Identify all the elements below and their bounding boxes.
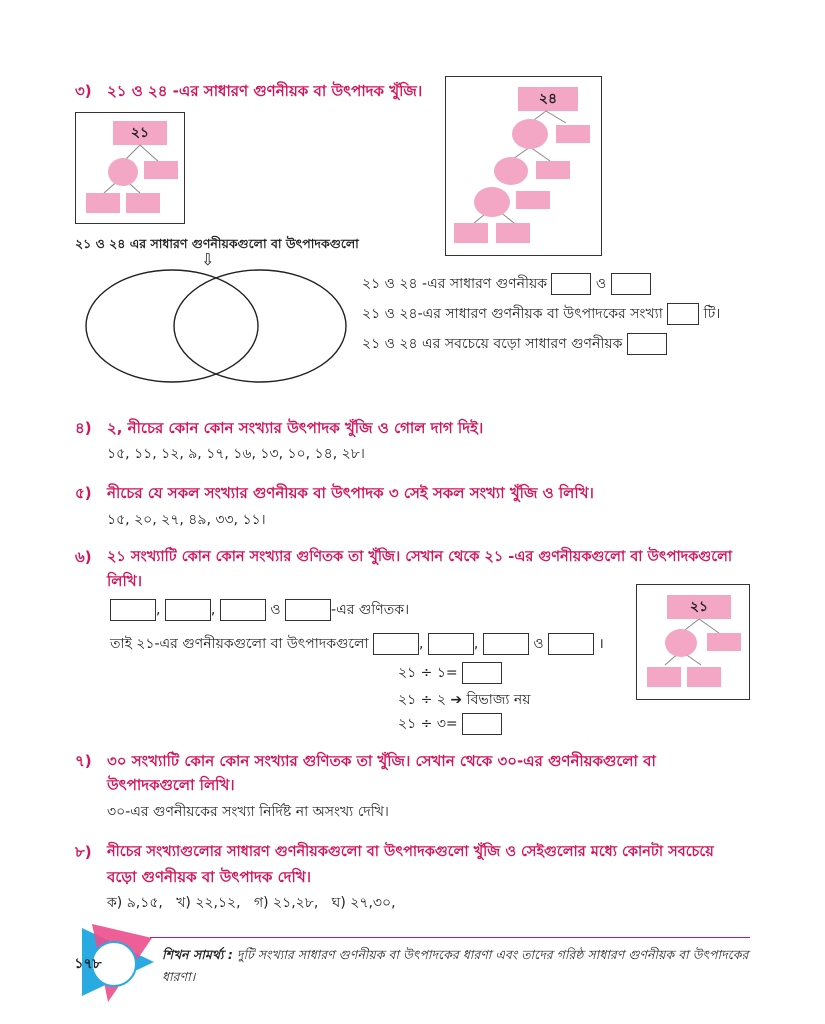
- q6-multiple-row: [110, 598, 409, 622]
- tree-circle: [494, 157, 528, 185]
- tree-box: [536, 161, 570, 179]
- factor-tree-21: [75, 112, 185, 224]
- answer-box[interactable]: [483, 633, 529, 655]
- q3-line2-suffix: টি।: [703, 306, 721, 322]
- tree-box: [126, 193, 160, 213]
- answer-box[interactable]: [548, 633, 594, 655]
- q6-title-line2: লিখি।: [107, 572, 142, 590]
- tree-box: [516, 191, 550, 209]
- answer-box[interactable]: [285, 599, 331, 621]
- answer-box[interactable]: [611, 273, 651, 295]
- answer-box[interactable]: [220, 599, 266, 621]
- answer-box[interactable]: [462, 662, 502, 684]
- q3-title: ২১ ও ২৪ -এর সাধারণ গুণনীয়ক বা উৎপাদক খুঁজি।: [107, 82, 423, 100]
- tree-box: [144, 161, 178, 179]
- tree-root-21: ২১: [113, 121, 167, 145]
- comma: ,: [210, 602, 216, 618]
- venn-label: ২১ ও ২৪ এর সাধারণ গুণনীয়কগুলো বা উৎপাদকগুলো: [75, 236, 359, 251]
- page-number: ১৭৮: [74, 956, 102, 972]
- tree-box: [556, 125, 590, 143]
- tree-box: [687, 667, 721, 687]
- q8-items: ক) ৯,১৫, খ) ২২,১২, গ) ২১,২৮, ঘ) ২৭,৩০,: [107, 895, 396, 911]
- and-text: ও: [533, 636, 544, 652]
- q3-line1: [362, 272, 651, 296]
- q7-title-line2: উৎপাদকগুলো লিখি।: [107, 776, 235, 794]
- q8-title-line1: নীচের সংখ্যাগুলোর সাধারণ গুণনীয়কগুলো বা উৎপাদকগুলো খুঁজি ও সেইগুলোর মধ্যে কোনটা সবচেয়ে: [107, 844, 714, 860]
- q8-title-line2: বড়ো গুণনীয়ক বা উৎপাদক দেখি।: [107, 868, 312, 886]
- q7-title-line1: ৩০ সংখ্যাটি কোন কোন সংখ্যার গুণিতক তা খুঁজি। সেখান থেকে ৩০-এর গুণনীয়কগুলো বা: [107, 752, 656, 770]
- comma: ,: [156, 602, 161, 618]
- q3-line1-text: ২১ ও ২৪ -এর সাধারণ গুণনীয়ক: [362, 276, 547, 292]
- tree-root-21: ২১: [667, 595, 731, 619]
- footer-note: [162, 944, 752, 988]
- answer-box[interactable]: [627, 333, 667, 355]
- footer-label: শিখন সামর্থ্য :: [162, 947, 233, 962]
- answer-box[interactable]: [373, 633, 419, 655]
- q6-so-text: তাই ২১-এর গুণনীয়কগুলো বা উৎপাদকগুলো: [110, 636, 369, 652]
- div2-text: ২১ ÷ ২: [398, 692, 446, 708]
- comma: ,: [419, 636, 424, 652]
- footer-text: দুটি সংখ্যার সাধারণ গুণনীয়ক বা উৎপাদকের ধারণা এবং তাদের গরিষ্ঠ সাধারণ গুণনীয়ক বা উৎপাদকের ধারণা।: [162, 947, 749, 984]
- answer-box[interactable]: [462, 713, 502, 735]
- factor-tree-24: [445, 76, 602, 256]
- q6-div2: [398, 688, 531, 712]
- q6-so-row: [110, 632, 604, 656]
- q4-list: ১৫, ১১, ১২, ৯, ১৭, ১৬, ১৩, ১০, ১৪, ২৮।: [107, 446, 365, 462]
- down-arrow-icon: ⇩: [201, 250, 215, 269]
- div3-text: ২১ ÷ ৩=: [398, 716, 458, 732]
- q3-line2-text: ২১ ও ২৪-এর সাধারণ গুণনীয়ক বা উৎপাদকের সংখ্যা: [362, 306, 663, 322]
- q8-number: ৮): [75, 843, 92, 861]
- tree-box: [707, 633, 741, 651]
- tree-circle: [665, 629, 697, 657]
- factor-tree-21-q6: [636, 584, 750, 700]
- tree-circle: [474, 187, 510, 217]
- q4-title: ২, নীচের কোন কোন সংখ্যার উৎপাদক খুঁজি ও গোল দাগ দিই।: [107, 419, 484, 437]
- answer-box[interactable]: [110, 599, 156, 621]
- q3-line2: [362, 302, 720, 326]
- q7-number: ৭): [75, 752, 92, 770]
- q6-number: ৬): [75, 548, 92, 566]
- tree-root-24: ২৪: [518, 87, 578, 111]
- q3-line3-text: ২১ ও ২৪ এর সবচেয়ে বড়ো সাধারণ গুণনীয়ক: [362, 336, 623, 352]
- comma: ,: [473, 636, 479, 652]
- answer-box[interactable]: [428, 633, 474, 655]
- q5-list: ১৫, ২০, ২৭, ৪৯, ৩৩, ১১।: [107, 512, 266, 528]
- q3-line1-and: ও: [595, 276, 607, 292]
- tree-box: [86, 193, 120, 213]
- q7-note: ৩০-এর গুণনীয়কের সংখ্যা নির্দিষ্ট না অসংখ্য দেখি।: [107, 804, 389, 820]
- q6-title-line1: ২১ সংখ্যাটি কোন কোন সংখ্যার গুণিতক তা খুঁজি। সেখান থেকে ২১ -এর গুণনীয়কগুলো বা উৎপাদকগুলো: [107, 549, 733, 565]
- footer-divider: [150, 937, 750, 938]
- tree-circle: [108, 158, 138, 186]
- answer-box[interactable]: [551, 273, 591, 295]
- tree-box: [647, 667, 681, 687]
- and-text: ও: [270, 602, 281, 618]
- q3-line3: [362, 332, 667, 356]
- q5-title: নীচের যে সকল সংখ্যার গুণনীয়ক বা উৎপাদক ৩ সেই সকল সংখ্যা খুঁজি ও লিখি।: [107, 484, 594, 502]
- tree-circle: [512, 119, 548, 149]
- right-arrow-icon: ➔: [450, 692, 463, 708]
- q3-number: ৩): [75, 82, 92, 100]
- div1-text: ২১ ÷ ১=: [398, 665, 458, 681]
- tree-box: [454, 223, 488, 243]
- q6-div1: [398, 661, 502, 685]
- venn-diagram: [80, 268, 360, 388]
- tree-box: [496, 223, 530, 243]
- end-mark: ।: [598, 636, 604, 652]
- q5-number: ৫): [75, 484, 92, 502]
- div2-suffix: বিভাজ্য নয়: [466, 692, 531, 708]
- q6-div3: [398, 712, 502, 736]
- answer-box[interactable]: [165, 599, 211, 621]
- answer-box[interactable]: [667, 303, 699, 325]
- q4-number: ৪): [75, 419, 92, 437]
- multiple-suffix: -এর গুণিতক।: [331, 602, 410, 618]
